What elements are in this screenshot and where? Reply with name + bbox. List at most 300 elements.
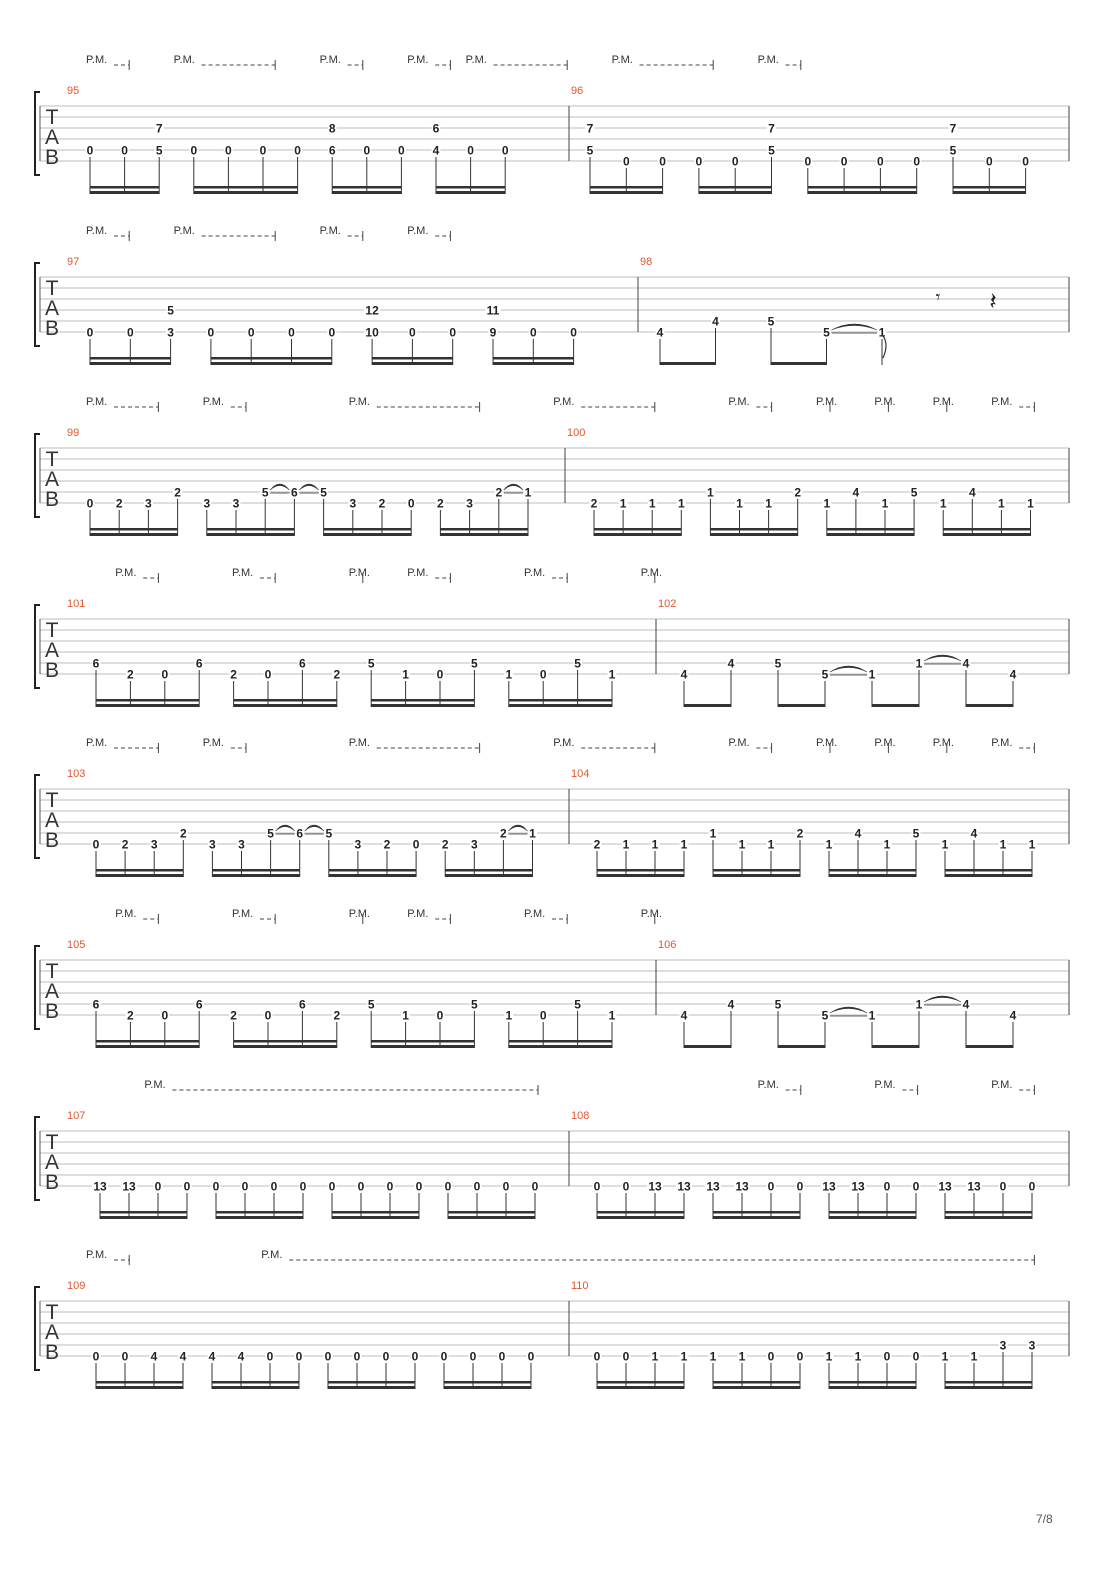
beam — [445, 874, 532, 877]
fret-number: 11 — [486, 303, 500, 318]
fret-number: 1 — [402, 667, 409, 682]
fret-number: 1 — [707, 485, 714, 500]
fret-number: 0 — [207, 325, 215, 340]
beam-secondary — [372, 357, 453, 360]
fret-number: 1 — [915, 656, 923, 671]
fret-number: 0 — [259, 143, 267, 158]
fret-number: 1 — [998, 496, 1005, 511]
tab-clef-letter: T — [45, 448, 59, 471]
beam — [96, 704, 199, 707]
fret-number: 0 — [593, 1349, 601, 1364]
fret-number: 0 — [161, 1008, 169, 1023]
fret-number: 0 — [840, 154, 848, 169]
measure-number: 100 — [567, 427, 586, 439]
fret-number: 0 — [467, 143, 474, 158]
fret-number: 5 — [471, 656, 478, 671]
fret-number: 13 — [677, 1179, 691, 1194]
measure-number: 108 — [571, 1110, 590, 1122]
fret-number: 2 — [590, 496, 598, 511]
fret-number: 5 — [821, 1008, 829, 1023]
fret-number: 0 — [183, 1179, 191, 1194]
fret-number: 0 — [225, 143, 232, 158]
fret-number: 4 — [208, 1349, 216, 1364]
beam-secondary — [953, 186, 1026, 189]
palm-mute-label: P.M. — [144, 1079, 166, 1091]
beam — [713, 1216, 800, 1219]
palm-mute-label: P.M. — [816, 396, 838, 408]
fret-number: 4 — [962, 997, 970, 1012]
fret-number: 2 — [796, 826, 804, 841]
fret-number: 0 — [622, 1349, 630, 1364]
system-bracket — [35, 1287, 40, 1370]
beam — [945, 1216, 1032, 1219]
fret-number: 2 — [383, 837, 391, 852]
measure-number: 99 — [67, 427, 80, 439]
fret-number: 1 — [825, 837, 833, 852]
fret-number: 2 — [230, 667, 237, 682]
fret-number: 0 — [444, 1179, 452, 1194]
palm-mute-label: P.M. — [874, 1079, 896, 1091]
beam — [966, 704, 1013, 707]
beam — [328, 1386, 415, 1389]
palm-mute-label: P.M. — [640, 567, 663, 579]
beam-secondary — [444, 1381, 531, 1384]
beam — [96, 1045, 199, 1048]
tab-clef-letter: A — [44, 1321, 60, 1344]
beam-secondary — [829, 1211, 916, 1214]
fret-number: 7 — [155, 121, 163, 136]
fret-number: 1 — [765, 496, 772, 511]
fret-number: 0 — [382, 1349, 390, 1364]
beam — [966, 1045, 1013, 1048]
palm-mute-label: P.M. — [991, 396, 1013, 408]
palm-mute-label: P.M. — [874, 396, 896, 408]
tab-clef-letter: B — [44, 829, 60, 852]
fret-number: 2 — [230, 1008, 237, 1023]
beam — [211, 362, 332, 365]
tie-slur — [305, 825, 324, 831]
beam — [440, 533, 528, 536]
beam-secondary — [371, 699, 474, 702]
fret-number: 4 — [680, 667, 688, 682]
beam — [829, 1216, 916, 1219]
beam-secondary — [328, 1381, 415, 1384]
measure-number: 109 — [67, 1280, 86, 1292]
beam-secondary — [332, 186, 401, 189]
beam-secondary — [96, 869, 183, 872]
tie-slur — [830, 1007, 867, 1013]
beam — [216, 1216, 303, 1219]
fret-number: 1 — [878, 325, 886, 340]
palm-mute-label: P.M. — [115, 567, 137, 579]
fret-number: 5 — [774, 997, 782, 1012]
palm-mute-label: P.M. — [319, 54, 341, 66]
palm-mute-label: P.M. — [728, 737, 750, 749]
fret-number: 0 — [386, 1179, 394, 1194]
tie-slur — [830, 666, 867, 672]
fret-number: 6 — [296, 826, 304, 841]
fret-number: 2 — [593, 837, 601, 852]
fret-number: 0 — [659, 154, 666, 169]
fret-number: 0 — [86, 143, 94, 158]
beam — [100, 1216, 187, 1219]
fret-number: 0 — [912, 1349, 920, 1364]
measure-number: 102 — [658, 598, 677, 610]
palm-mute-label: P.M. — [86, 1249, 108, 1261]
fret-number: 1 — [881, 496, 889, 511]
fret-number: 0 — [121, 1349, 129, 1364]
fret-number: 5 — [320, 485, 327, 500]
fret-number: 0 — [1022, 154, 1029, 169]
palm-mute-label: P.M. — [728, 396, 750, 408]
fret-number: 13 — [967, 1179, 981, 1194]
palm-mute-label: P.M. — [407, 54, 429, 66]
fret-number: 4 — [150, 1349, 158, 1364]
beam-secondary — [90, 528, 178, 531]
beam-secondary — [945, 1211, 1032, 1214]
beam — [212, 1386, 299, 1389]
tab-clef-letter: A — [44, 1151, 60, 1174]
fret-number: 0 — [804, 154, 812, 169]
fret-number: 1 — [999, 837, 1007, 852]
fret-number: 6 — [92, 656, 100, 671]
beam — [713, 874, 800, 877]
fret-number: 3 — [1028, 1338, 1036, 1353]
fret-number: 3 — [209, 837, 216, 852]
fret-number: 5 — [823, 325, 830, 340]
measure-number: 96 — [571, 85, 584, 97]
fret-number: 5 — [768, 143, 775, 158]
fret-number: 0 — [357, 1179, 365, 1194]
tab-clef-letter: B — [44, 317, 60, 340]
fret-number: 1 — [677, 496, 685, 511]
palm-mute-label: P.M. — [407, 567, 429, 579]
fret-number: 3 — [167, 325, 174, 340]
fret-number: 0 — [539, 1008, 547, 1023]
beam — [945, 874, 1032, 877]
fret-number: 1 — [939, 496, 947, 511]
beam — [96, 1386, 183, 1389]
fret-number: 2 — [441, 837, 449, 852]
fret-number: 0 — [324, 1349, 332, 1364]
fret-number: 5 — [261, 485, 269, 500]
palm-mute-label: P.M. — [115, 908, 137, 920]
beam — [597, 1216, 684, 1219]
system-bracket — [35, 263, 40, 346]
fret-number: 10 — [365, 325, 379, 340]
fret-number: 12 — [365, 303, 379, 318]
beam — [212, 874, 299, 877]
beam-secondary — [445, 869, 532, 872]
fret-number: 0 — [767, 1349, 775, 1364]
fret-number: 0 — [407, 496, 415, 511]
beam — [194, 191, 298, 194]
fret-number: 6 — [432, 121, 440, 136]
beam-secondary — [329, 869, 416, 872]
fret-number: 0 — [529, 325, 537, 340]
beam — [372, 362, 453, 365]
beam-secondary — [371, 1040, 474, 1043]
fret-number: 1 — [709, 826, 717, 841]
fret-number: 0 — [154, 1179, 162, 1194]
fret-number: 2 — [127, 667, 134, 682]
beam-secondary — [945, 1381, 1032, 1384]
fret-number: 0 — [126, 325, 134, 340]
fret-number: 1 — [825, 1349, 833, 1364]
fret-number: 13 — [938, 1179, 952, 1194]
palm-mute-label: P.M. — [202, 396, 225, 408]
beam-secondary — [212, 1381, 299, 1384]
beam — [509, 1045, 612, 1048]
beam-secondary — [212, 869, 299, 872]
beam-secondary — [827, 528, 914, 531]
fret-number: 0 — [449, 325, 457, 340]
fret-number: 0 — [767, 1179, 775, 1194]
fret-number: 1 — [868, 667, 876, 682]
fret-number: 4 — [962, 656, 970, 671]
palm-mute-label: P.M. — [319, 225, 341, 237]
tab-clef-letter: B — [44, 1171, 60, 1194]
fret-number: 0 — [121, 143, 128, 158]
palm-mute-label: P.M. — [173, 225, 195, 237]
beam-secondary — [234, 699, 337, 702]
palm-mute-label: P.M. — [348, 908, 371, 920]
fret-number: 2 — [127, 1008, 134, 1023]
tab-clef-letter: T — [45, 960, 59, 983]
beam-secondary — [448, 1211, 535, 1214]
tie-slur — [270, 484, 289, 490]
fret-number: 5 — [574, 997, 581, 1012]
palm-mute-label: P.M. — [232, 908, 254, 920]
beam-secondary — [96, 1040, 199, 1043]
fret-number: 5 — [767, 314, 775, 329]
beam-secondary — [90, 186, 159, 189]
fret-number: 1 — [738, 837, 746, 852]
fret-number: 0 — [570, 325, 577, 340]
fret-number: 5 — [586, 143, 594, 158]
beam — [827, 533, 914, 536]
tab-clef-letter: B — [44, 1341, 60, 1364]
fret-number: 0 — [1028, 1179, 1036, 1194]
tab-clef-letter: T — [45, 619, 59, 642]
fret-number: 13 — [851, 1179, 865, 1194]
fret-number: 0 — [241, 1179, 249, 1194]
fret-number: 1 — [680, 837, 688, 852]
fret-number: 0 — [353, 1349, 361, 1364]
palm-mute-label: P.M. — [640, 908, 663, 920]
fret-number: 13 — [735, 1179, 749, 1194]
beam — [234, 1045, 337, 1048]
fret-number: 0 — [415, 1179, 423, 1194]
fret-number: 0 — [913, 154, 921, 169]
palm-mute-label: P.M. — [932, 396, 955, 408]
fret-number: 6 — [328, 143, 336, 158]
beam — [436, 191, 505, 194]
palm-mute-label: P.M. — [757, 1079, 779, 1091]
tab-clef-letter: B — [44, 488, 60, 511]
beam — [96, 874, 183, 877]
fret-number: 6 — [92, 997, 100, 1012]
beam — [829, 1386, 916, 1389]
fret-number: 5 — [155, 143, 163, 158]
beam-secondary — [194, 186, 298, 189]
palm-mute-label: P.M. — [465, 54, 487, 66]
fret-number: 1 — [970, 1349, 978, 1364]
palm-mute-label: P.M. — [524, 567, 546, 579]
fret-number: 4 — [854, 826, 862, 841]
fret-number: 1 — [709, 1349, 717, 1364]
palm-mute-label: P.M. — [524, 908, 546, 920]
fret-number: 2 — [179, 826, 187, 841]
fret-number: 0 — [999, 1179, 1007, 1194]
fret-number: 2 — [115, 496, 123, 511]
fret-number: 3 — [354, 837, 362, 852]
fret-number: 13 — [822, 1179, 836, 1194]
beam-secondary — [440, 528, 528, 531]
beam-secondary — [713, 1211, 800, 1214]
fret-number: 5 — [821, 667, 829, 682]
fret-number: 5 — [949, 143, 957, 158]
beam-secondary — [829, 1381, 916, 1384]
fret-number: 2 — [495, 485, 503, 500]
beam — [332, 191, 401, 194]
tie-slur — [832, 324, 878, 330]
fret-number: 4 — [968, 485, 976, 500]
fret-number: 4 — [680, 1008, 688, 1023]
fret-number: 5 — [910, 485, 918, 500]
fret-number: 0 — [412, 837, 420, 852]
fret-number: 0 — [270, 1179, 278, 1194]
fret-number: 3 — [470, 837, 478, 852]
fret-number: 0 — [190, 143, 198, 158]
fret-number: 3 — [999, 1338, 1007, 1353]
fret-number: 0 — [264, 1008, 272, 1023]
measure-number: 103 — [67, 768, 86, 780]
beam — [444, 1386, 531, 1389]
palm-mute-label: P.M. — [261, 1249, 283, 1261]
fret-number: 1 — [941, 837, 949, 852]
fret-number: 7 — [586, 121, 594, 136]
palm-mute-label: P.M. — [86, 737, 108, 749]
fret-number: 0 — [912, 1179, 920, 1194]
beam — [371, 704, 474, 707]
fret-number: 0 — [294, 143, 301, 158]
palm-mute-label: P.M. — [407, 908, 429, 920]
tab-clef-letter: T — [45, 1131, 59, 1154]
fret-number: 0 — [883, 1349, 891, 1364]
palm-mute-label: P.M. — [932, 737, 955, 749]
fret-number: 5 — [167, 303, 174, 318]
fret-number: 2 — [794, 485, 802, 500]
fret-number: 0 — [328, 1179, 336, 1194]
fret-number: 3 — [349, 496, 357, 511]
beam — [90, 362, 171, 365]
fret-number: 13 — [93, 1179, 107, 1194]
fret-number: 6 — [195, 997, 203, 1012]
fret-number: 2 — [500, 826, 507, 841]
fret-number: 3 — [232, 496, 240, 511]
fret-number: 0 — [398, 143, 405, 158]
tie-slur — [924, 996, 961, 1002]
beam-secondary — [590, 186, 663, 189]
fret-number: 0 — [409, 325, 416, 340]
fret-number: 4 — [179, 1349, 187, 1364]
fret-number: 2 — [378, 496, 386, 511]
fret-number: 2 — [333, 667, 341, 682]
palm-mute-label: P.M. — [173, 54, 195, 66]
beam — [684, 704, 731, 707]
fret-number: 0 — [501, 143, 509, 158]
fret-number: 4 — [432, 143, 440, 158]
measure-number: 107 — [67, 1110, 86, 1122]
fret-number: 13 — [706, 1179, 720, 1194]
system-bracket — [35, 946, 40, 1029]
fret-number: 13 — [122, 1179, 136, 1194]
fret-number: 1 — [622, 837, 630, 852]
beam — [945, 1386, 1032, 1389]
fret-number: 1 — [524, 485, 532, 500]
measure-number: 106 — [658, 939, 677, 951]
palm-mute-label: P.M. — [348, 737, 371, 749]
fret-number: 3 — [145, 496, 152, 511]
fret-number: 5 — [912, 826, 920, 841]
fret-number: 0 — [363, 143, 371, 158]
fret-number: 4 — [852, 485, 860, 500]
fret-number: 4 — [1009, 667, 1017, 682]
fret-number: 1 — [738, 1349, 746, 1364]
beam — [371, 1045, 474, 1048]
beam — [590, 191, 663, 194]
fret-number: 0 — [695, 154, 703, 169]
fret-number: 0 — [288, 325, 295, 340]
beam-secondary — [211, 357, 332, 360]
fret-number: 0 — [531, 1179, 539, 1194]
fret-number: 4 — [970, 826, 978, 841]
beam — [597, 874, 684, 877]
fret-number: 7 — [949, 121, 957, 136]
fret-number: 0 — [266, 1349, 274, 1364]
fret-number: 0 — [877, 154, 884, 169]
beam-secondary — [332, 1211, 419, 1214]
fret-number: 0 — [440, 1349, 448, 1364]
fret-number: 0 — [328, 325, 336, 340]
fret-number: 1 — [823, 496, 831, 511]
fret-number: 0 — [469, 1349, 477, 1364]
fret-number: 1 — [648, 496, 656, 511]
palm-mute-label: P.M. — [816, 737, 838, 749]
page-number: 7/8 — [1036, 1512, 1053, 1526]
fret-number: 5 — [774, 656, 782, 671]
system-bracket — [35, 605, 40, 688]
system-bracket — [35, 775, 40, 858]
fret-number: 2 — [437, 496, 444, 511]
beam — [509, 704, 612, 707]
beam-secondary — [945, 869, 1032, 872]
beam — [597, 1386, 684, 1389]
fret-number: 2 — [121, 837, 129, 852]
fret-number: 0 — [295, 1349, 303, 1364]
measure-number: 98 — [640, 256, 653, 268]
tab-clef-letter: T — [45, 106, 59, 129]
beam-secondary — [100, 1211, 187, 1214]
beam-secondary — [90, 357, 171, 360]
fret-number: 4 — [237, 1349, 245, 1364]
fret-number: 0 — [985, 154, 993, 169]
tab-clef-letter: T — [45, 1301, 59, 1324]
fret-number: 1 — [1027, 496, 1034, 511]
fret-number: 1 — [651, 1349, 659, 1364]
beam-secondary — [594, 528, 681, 531]
